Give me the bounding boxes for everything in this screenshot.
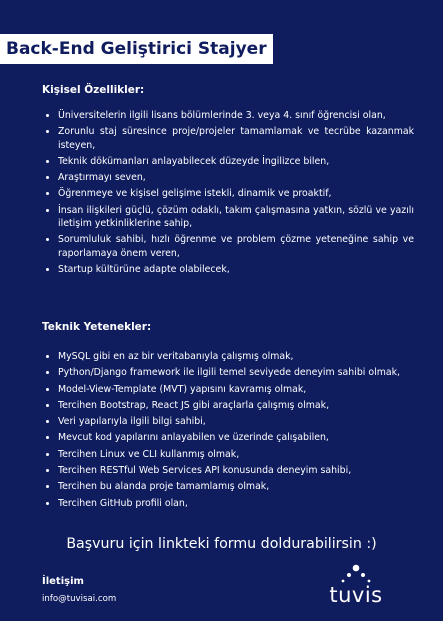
list-item: • Tercihen Bootstrap, React JS gibi araçlarla çalışmış olmak, [58, 399, 414, 412]
contact-email[interactable]: info@tuvisai.com [42, 594, 117, 604]
list-item: • Araştırmayı seven, [58, 171, 414, 184]
tuvis-logo [326, 562, 386, 607]
dots-logo-icon [326, 562, 386, 584]
list-item: • Tercihen bu alanda proje tamamlamış olmak, [58, 480, 414, 493]
logo-text: tuvis [329, 583, 383, 607]
list-item: • Veri yapılarıyla ilgili bilgi sahibi, [58, 415, 414, 428]
list-item: • Zorunlu staj süresince proje/projeler tamamlamak ve tecrübe kazanmak isteyen, [58, 125, 414, 152]
list-item: • Model-View-Template (MVT) yapısını kavramış olmak, [58, 383, 414, 396]
page-title: Back-End Geliştirici Stajyer [6, 39, 267, 59]
list-item: • Öğrenmeye ve kişisel gelişime istekli, dinamik ve proaktif, [58, 187, 414, 200]
list-item: • Tercihen GitHub profili olan, [58, 497, 414, 510]
list-item: • MySQL gibi en az bir veritabanıyla çalışmış olmak, [58, 350, 414, 363]
list-item: • Mevcut kod yapılarını anlayabilen ve üzerinde çalışabilen, [58, 431, 414, 444]
personal-list [44, 109, 414, 279]
technical-heading: Teknik Yetenekler: [42, 321, 152, 333]
list-item: • Üniversitelerin ilgili lisans bölümlerinde 3. veya 4. sınıf öğrencisi olan, [58, 109, 414, 122]
list-item: • Tercihen Linux ve CLI kullanmış olmak, [58, 448, 414, 461]
list-item: • Startup kültürüne adapte olabilecek, [58, 263, 414, 276]
list-item: • Python/Django framework ile ilgili temel seviyede deneyim sahibi olmak, [58, 366, 414, 379]
list-item: • Tercihen RESTful Web Services API konusunda deneyim sahibi, [58, 464, 414, 477]
list-item: • Teknik dökümanları anlayabilecek düzeyde İngilizce bilen, [58, 155, 414, 168]
contact-label: İletişim [42, 576, 84, 587]
list-item: • Sorumluluk sahibi, hızlı öğrenme ve problem çözme yeteneğine sahip ve raporlamaya önem veren, [58, 233, 414, 260]
list-item: • İnsan ilişkileri güçlü, çözüm odaklı, takım çalışmasına yatkın, sözlü ve yazılı iletişim yetkinliklerine sahip, [58, 204, 414, 231]
apply-call-to-action: Başvuru için linkteki formu doldurabilirsin :) [66, 536, 377, 552]
title-banner [0, 34, 273, 64]
technical-list [44, 350, 414, 513]
personal-heading: Kişisel Özellikler: [42, 84, 145, 96]
